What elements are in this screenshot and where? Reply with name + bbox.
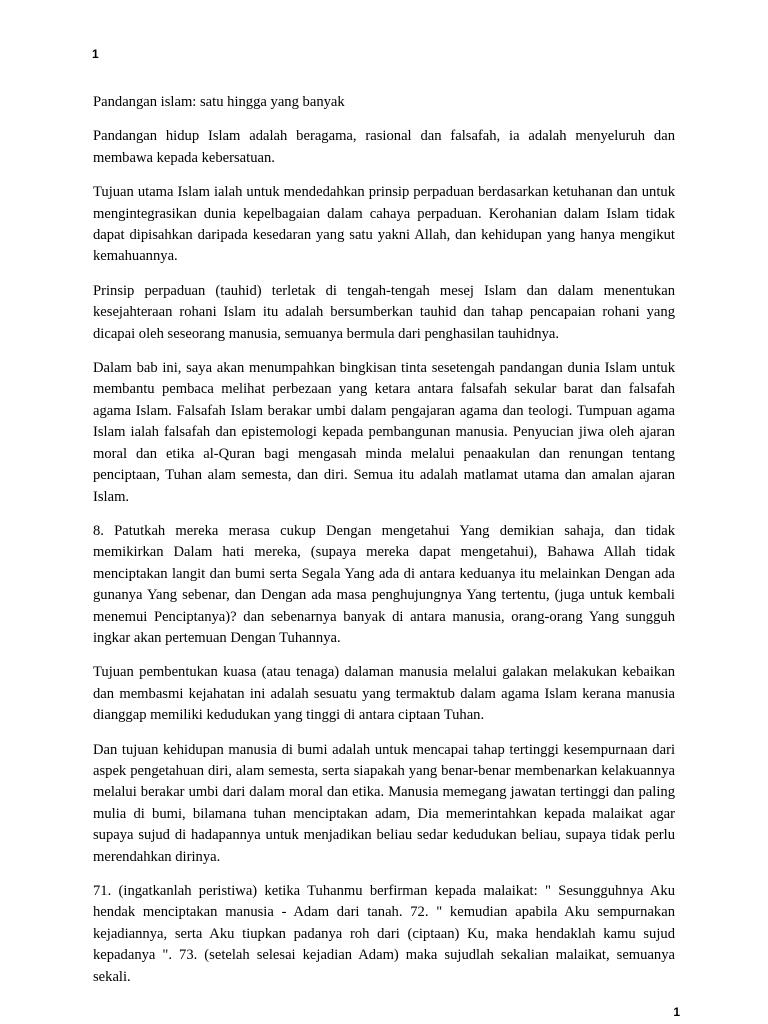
paragraph: Tujuan utama Islam ialah untuk mendedahkan prinsip perpaduan berdasarkan ketuhanan dan untuk mengintegrasikan dunia kepelbagaian dalam cahaya perpaduan. Kerohanian dalam Islam tidak dapat dipisahkan daripada kesedaran yang satu yakni Allah, dan kehidupan yang hanya mengikut kemahuannya. — [93, 184, 675, 265]
document-title: Pandangan islam: satu hingga yang banyak — [93, 94, 345, 110]
quote-paragraph: 8. Patutkah mereka merasa cukup Dengan mengetahui Yang demikian sahaja, dan tidak memikirkan Dalam hati mereka, (supaya mereka dapat mengetahui), Bahawa Allah tidak menciptakan langit dan bumi serta Segala Yang ada di antara keduanya itu melainkan Dengan ada gunanya Yang sebenar, dan Dengan ada masa penghujungnya Yang tertentu, (juga untuk kembali menemui Penciptanya)? dan sebenarnya banyak di antara manusia, orang-orang Yang sungguh ingkar akan pertemuan Dengan Tuhannya. — [93, 522, 675, 646]
paragraph: Tujuan pembentukan kuasa (atau tenaga) dalaman manusia melalui galakan melakukan kebaikan dan membasmi kejahatan ini adalah sesuatu yang termaktub dalam agama Islam kerana manusia dianggap memiliki kedudukan yang tinggi di antara ciptaan Tuhan. — [93, 664, 675, 724]
paragraph: Dalam bab ini, saya akan menumpahkan bingkisan tinta sesetengah pandangan dunia Islam untuk membantu pembaca melihat perbezaan yang ketara antara falsafah sekular barat dan falsafah agama Islam. Falsafah Islam berakar umbi dalam pengajaran agama dan teologi. Tumpuan agama Islam ialah falsafah dan epistemologi kepada pembangunan manusia. Penyucian jiwa oleh ajaran moral dan etika al-Quran bagi mengasah minda melalui penaakulan dan renungan tentang penciptaan, Tuhan alam semesta, dan diri. Semua itu adalah matlamat utama dan amalan ajaran Islam. — [93, 360, 675, 505]
document-body — [93, 92, 675, 1001]
page-number-bottom: 1 — [673, 1005, 680, 1019]
page-number-top: 1 — [92, 47, 99, 61]
paragraph: Prinsip perpaduan (tauhid) terletak di tengah-tengah mesej Islam dan dalam menentukan kesejahteraan rohani Islam itu adalah bersumberkan tauhid dan tahap pencapaian rohani yang dicapai oleh seseorang manusia, semuanya bermula dari penghasilan tauhidnya. — [93, 282, 675, 342]
paragraph: Dan tujuan kehidupan manusia di bumi adalah untuk mencapai tahap tertinggi kesempurnaan dari aspek pengetahuan diri, alam semesta, serta siapakah yang benar-benar membenarkan kelakuannya melalui berakar umbi dari dalam moral dan etika. Manusia memegang jawatan tertinggi dan paling mulia di bumi, bilamana tuhan menciptakan adam, Dia memerintahkan kepada malaikat agar supaya sujud di hadapannya untuk menjadikan beliau sedar kedudukan beliau, supaya tidak perlu merendahkan dirinya. — [93, 741, 675, 865]
paragraph: Pandangan hidup Islam adalah beragama, rasional dan falsafah, ia adalah menyeluruh dan membawa kepada kebersatuan. — [93, 128, 675, 166]
quote-paragraph: 71. (ingatkanlah peristiwa) ketika Tuhanmu berfirman kepada malaikat: " Sesungguhnya Aku hendak menciptakan manusia - Adam dari tanah. 72. " kemudian apabila Aku sempurnakan kejadiannya, serta Aku tiupkan padanya roh dari (ciptaan) Ku, maka hendaklah kamu sujud kepadanya ". 73. (setelah selesai kejadian Adam) maka sujudlah sekalian malaikat, semuanya sekali. — [93, 883, 675, 985]
